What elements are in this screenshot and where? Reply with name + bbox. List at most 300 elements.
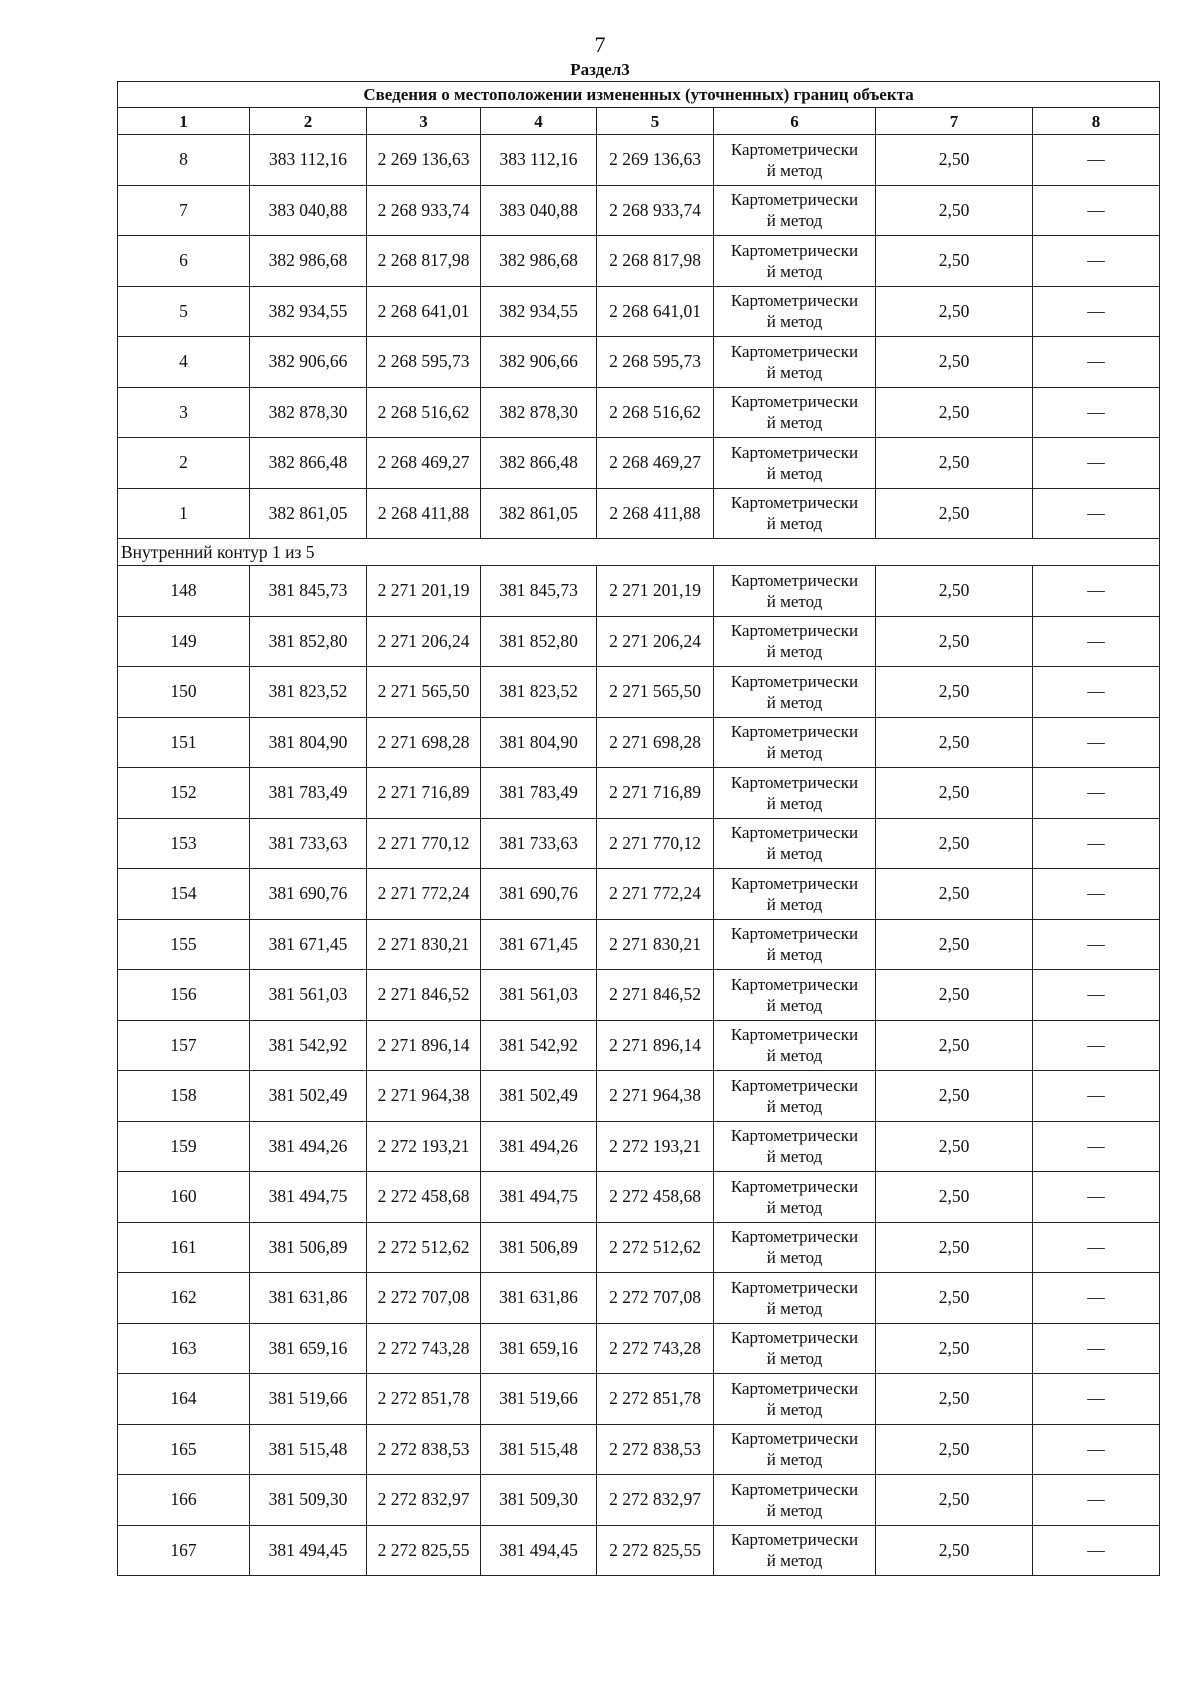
method-line: й метод: [766, 945, 823, 965]
y-old-cell: 2 271 716,89: [367, 768, 481, 819]
point-number-cell: 164: [118, 1374, 250, 1425]
method-line: Картометрически: [730, 621, 859, 641]
table-row: [118, 667, 1160, 718]
x-old-cell: 381 509,30: [250, 1475, 367, 1526]
dash-mark: —: [1087, 1337, 1105, 1358]
method-line: Картометрически: [730, 1025, 859, 1045]
method-line: й метод: [766, 1500, 823, 1520]
x-new-cell: 381 494,75: [481, 1172, 597, 1223]
table-row: [118, 1374, 1160, 1425]
method-line: Картометрически: [730, 924, 859, 944]
y-old-cell: 2 271 698,28: [367, 717, 481, 768]
empty-cell: [1033, 667, 1160, 718]
point-number-cell: 6: [118, 236, 250, 287]
table-row: [118, 1525, 1160, 1576]
y-old-cell: 2 272 707,08: [367, 1273, 481, 1324]
method-cell: [714, 438, 876, 489]
dash-mark: —: [1087, 1135, 1105, 1156]
x-old-cell: 381 542,92: [250, 1020, 367, 1071]
x-new-cell: 381 494,26: [481, 1121, 597, 1172]
empty-cell: [1033, 1424, 1160, 1475]
section-title: Раздел3: [570, 60, 630, 79]
y-old-cell: 2 272 825,55: [367, 1525, 481, 1576]
accuracy-cell: 2,50: [876, 488, 1033, 539]
accuracy-cell: 2,50: [876, 1525, 1033, 1576]
empty-cell: [1033, 286, 1160, 337]
method-line: й метод: [766, 1096, 823, 1116]
point-number-cell: 158: [118, 1071, 250, 1122]
table-row: [118, 488, 1160, 539]
method-line: Картометрически: [730, 240, 859, 260]
empty-cell: [1033, 135, 1160, 186]
accuracy-cell: 2,50: [876, 1071, 1033, 1122]
empty-cell: [1033, 818, 1160, 869]
x-new-cell: 381 515,48: [481, 1424, 597, 1475]
accuracy-cell: 2,50: [876, 236, 1033, 287]
method-cell: [714, 919, 876, 970]
y-new-cell: 2 268 817,98: [597, 236, 714, 287]
x-new-cell: 381 804,90: [481, 717, 597, 768]
empty-cell: [1033, 387, 1160, 438]
method-line: й метод: [766, 1046, 823, 1066]
y-old-cell: 2 268 641,01: [367, 286, 481, 337]
table-row: [118, 768, 1160, 819]
table-row: [118, 1475, 1160, 1526]
x-new-cell: 383 112,16: [481, 135, 597, 186]
method-line: й метод: [766, 514, 823, 534]
x-old-cell: 381 804,90: [250, 717, 367, 768]
point-number-cell: 2: [118, 438, 250, 489]
dash-mark: —: [1087, 250, 1105, 271]
table-row: [118, 1020, 1160, 1071]
point-number-cell: 154: [118, 869, 250, 920]
method-line: й метод: [766, 312, 823, 332]
method-line: й метод: [766, 642, 823, 662]
empty-cell: [1033, 1121, 1160, 1172]
dash-mark: —: [1087, 1388, 1105, 1409]
x-new-cell: 381 852,80: [481, 616, 597, 667]
y-old-cell: 2 272 458,68: [367, 1172, 481, 1223]
y-new-cell: 2 271 201,19: [597, 566, 714, 617]
method-line: Картометрически: [730, 1227, 859, 1247]
method-line: й метод: [766, 1298, 823, 1318]
x-old-cell: 381 494,26: [250, 1121, 367, 1172]
dash-mark: —: [1087, 883, 1105, 904]
y-old-cell: 2 268 516,62: [367, 387, 481, 438]
dash-mark: —: [1087, 1438, 1105, 1459]
point-number-cell: 160: [118, 1172, 250, 1223]
x-old-cell: 381 519,66: [250, 1374, 367, 1425]
method-cell: [714, 135, 876, 186]
method-cell: [714, 616, 876, 667]
point-number-cell: 3: [118, 387, 250, 438]
y-new-cell: 2 272 825,55: [597, 1525, 714, 1576]
table-row: [118, 1424, 1160, 1475]
table-row: [118, 438, 1160, 489]
accuracy-cell: 2,50: [876, 185, 1033, 236]
method-line: Картометрически: [730, 1126, 859, 1146]
y-new-cell: 2 269 136,63: [597, 135, 714, 186]
x-old-cell: 382 861,05: [250, 488, 367, 539]
point-number-cell: 5: [118, 286, 250, 337]
x-new-cell: 382 866,48: [481, 438, 597, 489]
table-row: [118, 1222, 1160, 1273]
method-line: Картометрически: [730, 1429, 859, 1449]
method-line: й метод: [766, 793, 823, 813]
accuracy-cell: 2,50: [876, 818, 1033, 869]
dash-mark: —: [1087, 1287, 1105, 1308]
method-line: Картометрически: [730, 442, 859, 462]
x-new-cell: 381 494,45: [481, 1525, 597, 1576]
table-row: [118, 337, 1160, 388]
accuracy-cell: 2,50: [876, 1020, 1033, 1071]
y-new-cell: 2 268 411,88: [597, 488, 714, 539]
point-number-cell: 163: [118, 1323, 250, 1374]
point-number-cell: 165: [118, 1424, 250, 1475]
dash-mark: —: [1087, 933, 1105, 954]
x-new-cell: 381 823,52: [481, 667, 597, 718]
dash-mark: —: [1087, 681, 1105, 702]
table-row: [118, 616, 1160, 667]
table-row: [118, 135, 1160, 186]
x-old-cell: 382 878,30: [250, 387, 367, 438]
x-new-cell: 382 906,66: [481, 337, 597, 388]
coordinates-table: [117, 81, 1160, 1576]
y-new-cell: 2 271 206,24: [597, 616, 714, 667]
column-header: 8: [1033, 108, 1160, 135]
empty-cell: [1033, 768, 1160, 819]
point-number-cell: 159: [118, 1121, 250, 1172]
dash-mark: —: [1087, 502, 1105, 523]
table-row: [118, 236, 1160, 287]
method-line: й метод: [766, 211, 823, 231]
empty-cell: [1033, 337, 1160, 388]
point-number-cell: 157: [118, 1020, 250, 1071]
contour-row: [118, 539, 1160, 566]
point-number-cell: 155: [118, 919, 250, 970]
y-new-cell: 2 271 964,38: [597, 1071, 714, 1122]
y-new-cell: 2 271 846,52: [597, 970, 714, 1021]
dash-mark: —: [1087, 1539, 1105, 1560]
accuracy-cell: 2,50: [876, 970, 1033, 1021]
table-row: [118, 1323, 1160, 1374]
dash-mark: —: [1087, 782, 1105, 803]
column-header: 4: [481, 108, 597, 135]
dash-mark: —: [1087, 149, 1105, 170]
y-old-cell: 2 268 933,74: [367, 185, 481, 236]
x-old-cell: 381 494,75: [250, 1172, 367, 1223]
table-row: [118, 1273, 1160, 1324]
method-cell: [714, 1475, 876, 1526]
x-new-cell: 381 783,49: [481, 768, 597, 819]
method-cell: [714, 1374, 876, 1425]
x-old-cell: 383 040,88: [250, 185, 367, 236]
empty-cell: [1033, 1374, 1160, 1425]
dash-mark: —: [1087, 1085, 1105, 1106]
y-new-cell: 2 272 743,28: [597, 1323, 714, 1374]
y-new-cell: 2 271 716,89: [597, 768, 714, 819]
empty-cell: [1033, 1475, 1160, 1526]
y-old-cell: 2 268 595,73: [367, 337, 481, 388]
y-old-cell: 2 271 770,12: [367, 818, 481, 869]
method-line: Картометрически: [730, 392, 859, 412]
column-header: 2: [250, 108, 367, 135]
method-line: Картометрически: [730, 974, 859, 994]
column-header: 6: [714, 108, 876, 135]
x-old-cell: 381 852,80: [250, 616, 367, 667]
x-new-cell: 382 986,68: [481, 236, 597, 287]
method-line: Картометрически: [730, 823, 859, 843]
dash-mark: —: [1087, 984, 1105, 1005]
column-header: 1: [118, 108, 250, 135]
method-line: Картометрически: [730, 341, 859, 361]
method-line: Картометрически: [730, 1328, 859, 1348]
table-row: [118, 1172, 1160, 1223]
empty-cell: [1033, 1071, 1160, 1122]
accuracy-cell: 2,50: [876, 135, 1033, 186]
y-new-cell: 2 271 770,12: [597, 818, 714, 869]
accuracy-cell: 2,50: [876, 869, 1033, 920]
y-new-cell: 2 268 595,73: [597, 337, 714, 388]
y-old-cell: 2 271 565,50: [367, 667, 481, 718]
method-cell: [714, 1525, 876, 1576]
method-cell: [714, 387, 876, 438]
page-number: 7: [594, 32, 606, 57]
point-number-cell: 1: [118, 488, 250, 539]
x-new-cell: 382 861,05: [481, 488, 597, 539]
x-old-cell: 382 906,66: [250, 337, 367, 388]
method-line: й метод: [766, 1248, 823, 1268]
method-cell: [714, 970, 876, 1021]
method-line: й метод: [766, 1349, 823, 1369]
x-old-cell: 381 631,86: [250, 1273, 367, 1324]
accuracy-cell: 2,50: [876, 286, 1033, 337]
accuracy-cell: 2,50: [876, 566, 1033, 617]
y-old-cell: 2 272 851,78: [367, 1374, 481, 1425]
accuracy-cell: 2,50: [876, 1424, 1033, 1475]
method-line: й метод: [766, 844, 823, 864]
y-old-cell: 2 268 411,88: [367, 488, 481, 539]
x-old-cell: 382 934,55: [250, 286, 367, 337]
point-number-cell: 152: [118, 768, 250, 819]
x-old-cell: 382 866,48: [250, 438, 367, 489]
x-new-cell: 381 509,30: [481, 1475, 597, 1526]
x-old-cell: 381 690,76: [250, 869, 367, 920]
y-new-cell: 2 272 512,62: [597, 1222, 714, 1273]
table-row: [118, 1071, 1160, 1122]
dash-mark: —: [1087, 832, 1105, 853]
x-new-cell: 383 040,88: [481, 185, 597, 236]
y-new-cell: 2 271 772,24: [597, 869, 714, 920]
method-cell: [714, 566, 876, 617]
method-cell: [714, 185, 876, 236]
x-old-cell: 381 515,48: [250, 1424, 367, 1475]
method-line: й метод: [766, 413, 823, 433]
y-new-cell: 2 268 933,74: [597, 185, 714, 236]
method-cell: [714, 1424, 876, 1475]
method-cell: [714, 768, 876, 819]
y-new-cell: 2 272 458,68: [597, 1172, 714, 1223]
empty-cell: [1033, 1323, 1160, 1374]
x-old-cell: 381 659,16: [250, 1323, 367, 1374]
table-row: [118, 869, 1160, 920]
empty-cell: [1033, 185, 1160, 236]
y-old-cell: 2 268 817,98: [367, 236, 481, 287]
x-old-cell: 381 733,63: [250, 818, 367, 869]
method-line: Картометрически: [730, 772, 859, 792]
method-line: й метод: [766, 160, 823, 180]
x-new-cell: 381 671,45: [481, 919, 597, 970]
method-cell: [714, 236, 876, 287]
accuracy-cell: 2,50: [876, 1475, 1033, 1526]
method-cell: [714, 818, 876, 869]
point-number-cell: 153: [118, 818, 250, 869]
y-old-cell: 2 271 896,14: [367, 1020, 481, 1071]
method-line: Картометрически: [730, 291, 859, 311]
x-new-cell: 381 561,03: [481, 970, 597, 1021]
y-old-cell: 2 271 964,38: [367, 1071, 481, 1122]
method-line: й метод: [766, 1147, 823, 1167]
y-new-cell: 2 268 469,27: [597, 438, 714, 489]
x-new-cell: 382 934,55: [481, 286, 597, 337]
table-row: [118, 919, 1160, 970]
x-new-cell: 381 690,76: [481, 869, 597, 920]
table-title: Сведения о местоположении измененных (уточненных) границ объекта: [118, 82, 1160, 108]
table-row: [118, 818, 1160, 869]
method-line: Картометрически: [730, 1479, 859, 1499]
y-new-cell: 2 268 516,62: [597, 387, 714, 438]
table-row: [118, 1121, 1160, 1172]
method-line: Картометрически: [730, 1075, 859, 1095]
empty-cell: [1033, 717, 1160, 768]
column-header: 5: [597, 108, 714, 135]
x-old-cell: 381 823,52: [250, 667, 367, 718]
y-new-cell: 2 271 830,21: [597, 919, 714, 970]
accuracy-cell: 2,50: [876, 1222, 1033, 1273]
y-old-cell: 2 272 512,62: [367, 1222, 481, 1273]
empty-cell: [1033, 236, 1160, 287]
method-line: Картометрически: [730, 493, 859, 513]
x-old-cell: 381 845,73: [250, 566, 367, 617]
x-new-cell: 381 502,49: [481, 1071, 597, 1122]
y-new-cell: 2 272 851,78: [597, 1374, 714, 1425]
method-cell: [714, 1222, 876, 1273]
x-old-cell: 381 506,89: [250, 1222, 367, 1273]
dash-mark: —: [1087, 630, 1105, 651]
y-old-cell: 2 271 772,24: [367, 869, 481, 920]
empty-cell: [1033, 438, 1160, 489]
x-new-cell: 381 519,66: [481, 1374, 597, 1425]
accuracy-cell: 2,50: [876, 1172, 1033, 1223]
table-row: [118, 387, 1160, 438]
y-old-cell: 2 272 193,21: [367, 1121, 481, 1172]
accuracy-cell: 2,50: [876, 667, 1033, 718]
contour-label: Внутренний контур 1 из 5: [118, 539, 1160, 566]
y-new-cell: 2 271 565,50: [597, 667, 714, 718]
method-line: Картометрически: [730, 1176, 859, 1196]
dash-mark: —: [1087, 1186, 1105, 1207]
column-header: 7: [876, 108, 1033, 135]
x-old-cell: 381 671,45: [250, 919, 367, 970]
point-number-cell: 162: [118, 1273, 250, 1324]
method-cell: [714, 488, 876, 539]
method-line: й метод: [766, 692, 823, 712]
y-old-cell: 2 269 136,63: [367, 135, 481, 186]
y-old-cell: 2 272 743,28: [367, 1323, 481, 1374]
method-cell: [714, 1071, 876, 1122]
method-cell: [714, 1020, 876, 1071]
dash-mark: —: [1087, 199, 1105, 220]
method-line: й метод: [766, 591, 823, 611]
x-old-cell: 383 112,16: [250, 135, 367, 186]
empty-cell: [1033, 869, 1160, 920]
dash-mark: —: [1087, 351, 1105, 372]
y-new-cell: 2 271 896,14: [597, 1020, 714, 1071]
column-header-row: [118, 108, 1160, 135]
method-cell: [714, 1121, 876, 1172]
empty-cell: [1033, 1525, 1160, 1576]
x-new-cell: 382 878,30: [481, 387, 597, 438]
method-line: Картометрически: [730, 1277, 859, 1297]
method-cell: [714, 717, 876, 768]
point-number-cell: 150: [118, 667, 250, 718]
accuracy-cell: 2,50: [876, 1374, 1033, 1425]
point-number-cell: 4: [118, 337, 250, 388]
accuracy-cell: 2,50: [876, 438, 1033, 489]
accuracy-cell: 2,50: [876, 919, 1033, 970]
empty-cell: [1033, 566, 1160, 617]
method-cell: [714, 1323, 876, 1374]
accuracy-cell: 2,50: [876, 337, 1033, 388]
x-new-cell: 381 542,92: [481, 1020, 597, 1071]
method-cell: [714, 869, 876, 920]
point-number-cell: 148: [118, 566, 250, 617]
method-cell: [714, 1273, 876, 1324]
y-new-cell: 2 268 641,01: [597, 286, 714, 337]
table-row: [118, 185, 1160, 236]
empty-cell: [1033, 1273, 1160, 1324]
point-number-cell: 166: [118, 1475, 250, 1526]
point-number-cell: 156: [118, 970, 250, 1021]
method-line: й метод: [766, 1399, 823, 1419]
y-new-cell: 2 271 698,28: [597, 717, 714, 768]
dash-mark: —: [1087, 731, 1105, 752]
method-line: Картометрически: [730, 139, 859, 159]
point-number-cell: 149: [118, 616, 250, 667]
table-row: [118, 566, 1160, 617]
y-old-cell: 2 272 838,53: [367, 1424, 481, 1475]
column-header: 3: [367, 108, 481, 135]
accuracy-cell: 2,50: [876, 1121, 1033, 1172]
table-title-row: [118, 82, 1160, 108]
y-new-cell: 2 272 832,97: [597, 1475, 714, 1526]
y-old-cell: 2 271 846,52: [367, 970, 481, 1021]
dash-mark: —: [1087, 1489, 1105, 1510]
dash-mark: —: [1087, 580, 1105, 601]
method-line: й метод: [766, 362, 823, 382]
point-number-cell: 7: [118, 185, 250, 236]
x-old-cell: 381 561,03: [250, 970, 367, 1021]
empty-cell: [1033, 1172, 1160, 1223]
method-line: Картометрически: [730, 722, 859, 742]
y-old-cell: 2 272 832,97: [367, 1475, 481, 1526]
dash-mark: —: [1087, 452, 1105, 473]
accuracy-cell: 2,50: [876, 717, 1033, 768]
x-new-cell: 381 631,86: [481, 1273, 597, 1324]
method-line: й метод: [766, 743, 823, 763]
empty-cell: [1033, 488, 1160, 539]
dash-mark: —: [1087, 401, 1105, 422]
